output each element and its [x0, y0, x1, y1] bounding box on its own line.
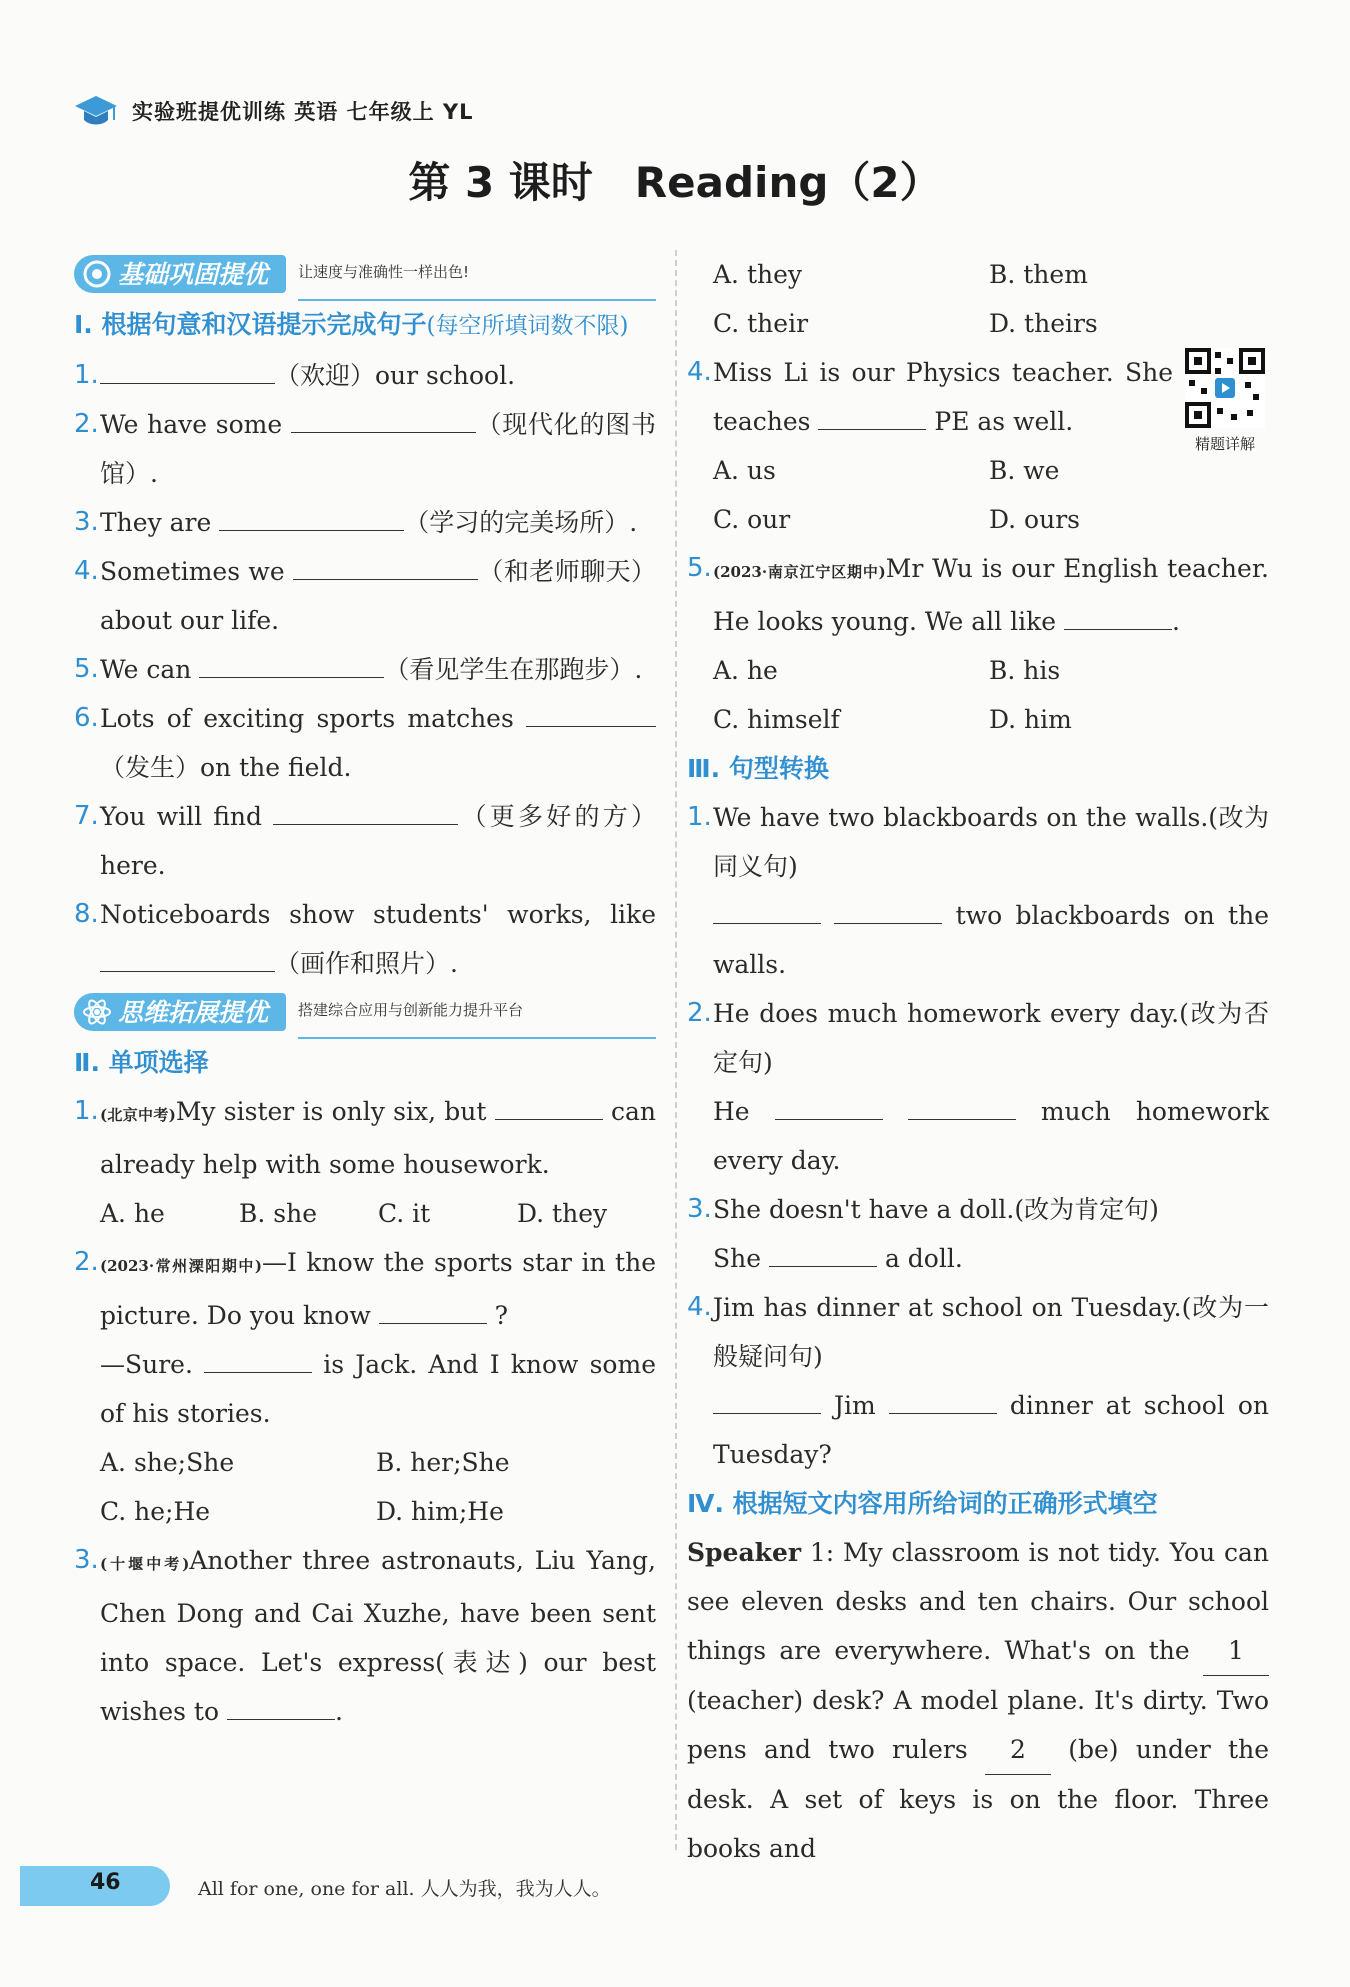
banner-slogan: 让速度与准确性一样出色! — [298, 248, 656, 301]
series-title: 实验班提优训练 英语 七年级上 YL — [132, 100, 474, 124]
numbered-blank[interactable]: 2 — [985, 1725, 1051, 1775]
qr-code-icon — [1185, 348, 1265, 428]
banner-slogan: 搭建综合应用与创新能力提升平台 — [298, 986, 656, 1039]
numbered-blank[interactable]: 1 — [1203, 1626, 1269, 1676]
page-title: 第 3 课时 Reading（2） — [408, 158, 942, 207]
qr-label: 精题详解 — [1194, 435, 1255, 453]
banner-label: 思维拓展提优 — [118, 997, 269, 1027]
options-row: A. he B. his — [713, 656, 1061, 685]
answer-blank[interactable] — [100, 941, 275, 972]
options-row: C. he;He D. him;He — [100, 1497, 504, 1526]
answer-blank[interactable] — [1064, 599, 1172, 630]
options-row: A. us B. we — [713, 456, 1060, 485]
options-row: C. their D. theirs — [713, 309, 1098, 338]
answer-blank[interactable] — [775, 1089, 883, 1120]
question-item: 5. (2023·南京江宁区期中)Mr Wu is our English teacher. He looks young. We all like . — [687, 553, 1269, 636]
answer-blank[interactable] — [293, 549, 478, 580]
question-item: 3. They are （学习的完美场所）. — [74, 498, 656, 547]
answer-blank[interactable] — [713, 1383, 821, 1414]
question-item: 3. She doesn't have a doll.(改为肯定句) She a doll. — [687, 1194, 1159, 1273]
question-item: 1. We have two blackboards on the walls.(改为同义句) two blackboards on the walls. — [687, 802, 1270, 979]
section-title: Ⅰ. 根据句意和汉语提示完成句子(每空所填词数不限) — [74, 310, 629, 339]
question-item: 2. We have some （现代化的图书馆）. — [74, 400, 656, 498]
answer-blank[interactable] — [204, 1342, 312, 1373]
question-item: 3. (十堰中考)Another three astronauts, Liu Yang, Chen Dong and Cai Xuzhe, have been sent into space. Let's express(表达) our best wishes to . — [74, 1545, 656, 1726]
question-item: 5. We can （看见学生在那跑步）. — [74, 645, 656, 694]
question-item: 4. Miss Li is our Physics teacher. She teaches PE as well. — [687, 357, 1173, 436]
answer-blank[interactable] — [199, 647, 384, 678]
banner-label: 基础巩固提优 — [118, 259, 269, 289]
answer-blank[interactable] — [379, 1293, 487, 1324]
answer-blank[interactable] — [291, 402, 476, 433]
answer-blank[interactable] — [713, 893, 821, 924]
question-item: 7. You will find （更多好的方）here. — [74, 792, 656, 890]
options-row: A. he B. she C. it D. they — [100, 1199, 608, 1228]
banner-extend — [74, 990, 656, 1034]
question-item: 1. (北京中考)My sister is only six, but can already help with some housework. — [74, 1087, 656, 1189]
options-row: A. they B. them — [713, 260, 1088, 289]
question-item: 4. Sometimes we （和老师聊天）about our life. — [74, 547, 656, 645]
options-row: A. she;She B. her;She — [100, 1448, 510, 1477]
question-item: 1. （欢迎）our school. — [74, 351, 656, 400]
options-row: C. our D. ours — [713, 505, 1080, 534]
qr-code-block[interactable] — [1184, 348, 1266, 456]
answer-blank[interactable] — [908, 1089, 1016, 1120]
question-item: 8. Noticeboards show students' works, like （画作和照片）. — [74, 899, 656, 978]
column-divider — [675, 250, 677, 1850]
answer-blank[interactable] — [769, 1236, 877, 1267]
section-title: Ⅳ. 根据短文内容用所给词的正确形式填空 — [687, 1489, 1158, 1518]
question-item: 2. (2023·常州溧阳期中)—I know the sports star in the picture. Do you know ? —Sure. is Jack. And I know some of his stories. — [74, 1247, 656, 1428]
page-number: 46 — [90, 1870, 121, 1895]
answer-blank[interactable] — [526, 696, 656, 727]
answer-blank[interactable] — [273, 794, 458, 825]
options-row: C. himself D. him — [713, 705, 1072, 734]
left-column — [74, 250, 656, 1736]
banner-basic — [74, 252, 656, 296]
reading-passage: Speaker 1: My classroom is not tidy. You can see eleven desks and ten chairs. Our school things are everywhere. What's on the 1 (teacher) desk? A model plane. It's dirty. Two pens and two rulers 2 (be) under the desk. A set of keys is on the floor. Three books and — [687, 1538, 1269, 1863]
question-item: 6. Lots of exciting sports matches （发生）on the field. — [74, 694, 656, 792]
answer-blank[interactable] — [227, 1689, 335, 1720]
graduation-cap-icon — [74, 94, 118, 128]
target-icon — [82, 259, 112, 289]
answer-blank[interactable] — [818, 399, 926, 430]
atom-icon — [82, 997, 112, 1027]
running-header — [74, 94, 474, 128]
question-item: 4. Jim has dinner at school on Tuesday.(改为一般疑问句) Jim dinner at school on Tuesday? — [687, 1292, 1269, 1469]
section-title: Ⅲ. 句型转换 — [687, 754, 829, 783]
right-column — [687, 250, 1269, 1873]
answer-blank[interactable] — [100, 353, 275, 384]
footer-motto: All for one, one for all. 人人为我，我为人人。 — [198, 1878, 611, 1900]
answer-blank[interactable] — [889, 1383, 997, 1414]
page-footer — [20, 1862, 1330, 1914]
answer-blank[interactable] — [219, 500, 404, 531]
section-title: Ⅱ. 单项选择 — [74, 1048, 209, 1077]
question-item: 2. He does much homework every day.(改为否定句) He much homework every day. — [687, 998, 1270, 1175]
answer-blank[interactable] — [834, 893, 942, 924]
answer-blank[interactable] — [495, 1089, 603, 1120]
